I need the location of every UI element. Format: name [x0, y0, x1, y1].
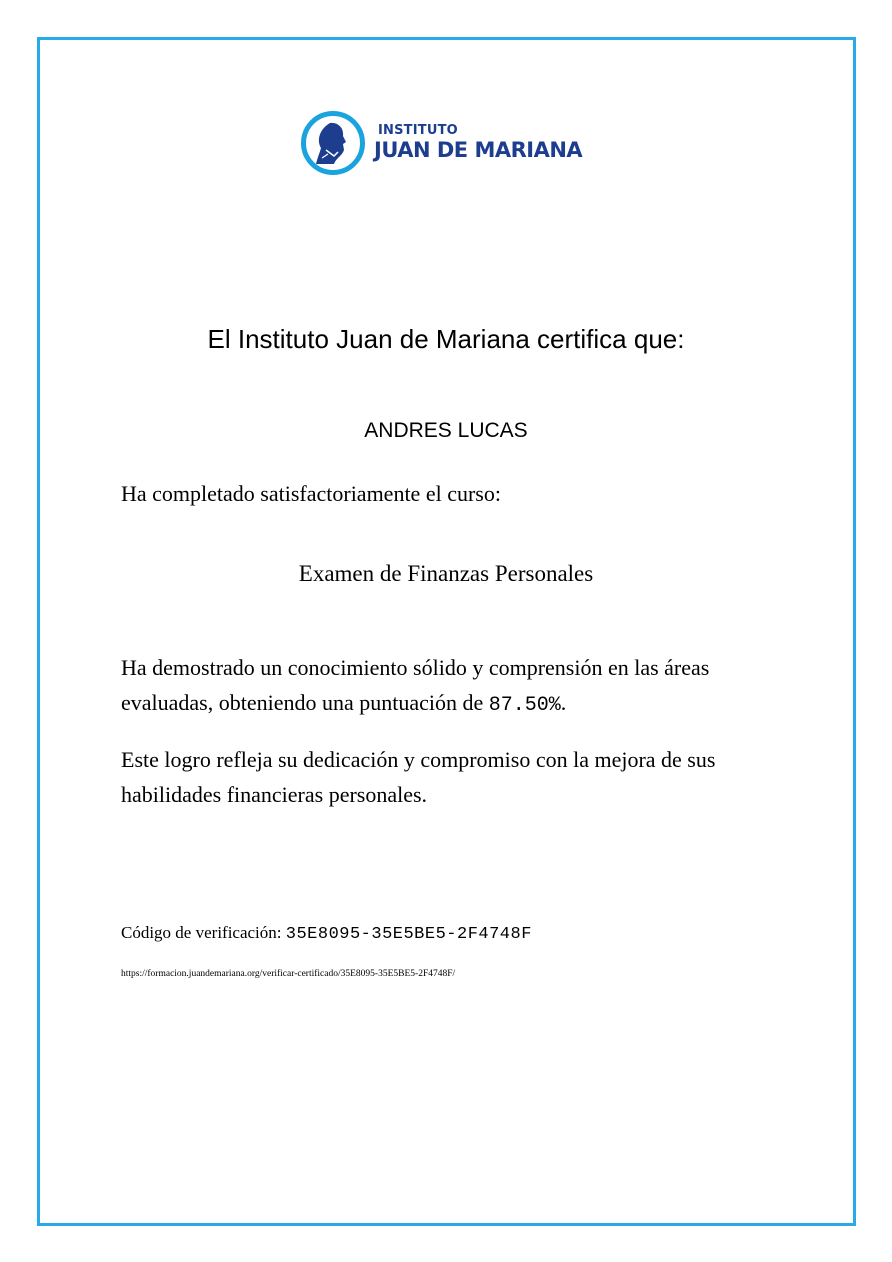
verification-label: Código de verificación: [121, 923, 286, 942]
period: . [560, 690, 567, 715]
portrait-medallion-icon [301, 111, 365, 175]
recipient-name: ANDRES LUCAS [364, 419, 528, 442]
course-name: Examen de Finanzas Personales [298, 561, 594, 586]
score-value: 87.50% [488, 694, 561, 717]
verification-url[interactable]: https://formacion.juandemariana.org/verificar-certificado/35E8095-35E5BE5-2F4748F/ [121, 969, 456, 979]
institute-logo [301, 111, 601, 179]
completed-label: Ha completado satisfactoriamente el curso: [121, 481, 501, 506]
certificate-border [37, 37, 856, 1226]
logo-line1: INSTITUTO [378, 123, 458, 138]
logo-line2: JUAN DE MARIANA [374, 138, 583, 162]
achievement-text: Ha demostrado un conocimiento sólido y comprensión en las áreas evaluadas, obteniendo una puntuación de [121, 655, 710, 715]
dedication-paragraph: Este logro refleja su dedicación y compromiso con la mejora de sus habilidades financieras personales. [121, 747, 716, 807]
verification-code: 35E8095-35E5BE5-2F4748F [285, 925, 532, 944]
certificate-heading: El Instituto Juan de Mariana certifica que: [207, 324, 685, 354]
achievement-paragraph [121, 650, 801, 723]
verification-code-line [121, 923, 532, 944]
